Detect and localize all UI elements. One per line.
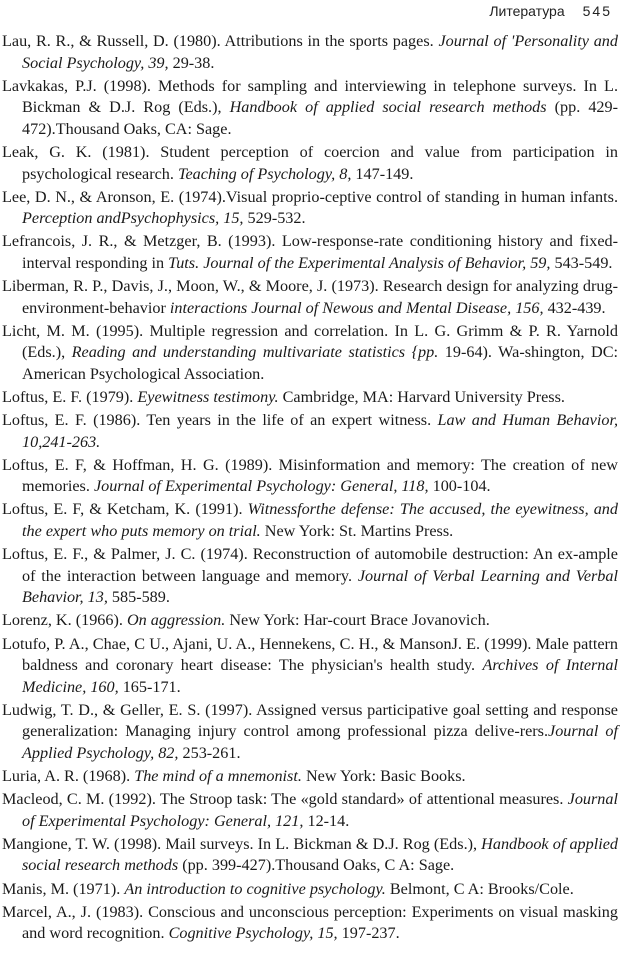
reference-entry: [2, 544, 618, 609]
reference-text-segment: Lau, R. R., & Russell, D. (1980). Attributions in the sports pages.: [2, 32, 439, 50]
reference-italic-segment: The mind of a mnemonist.: [134, 767, 302, 786]
reference-text-segment: Loftus, E. F, & Ketcham, K. (1991).: [2, 500, 248, 519]
reference-entry: [2, 610, 618, 632]
reference-text-segment: Macleod, C. M. (1992). The Stroop task: The «gold standard» of attentional measures.: [2, 790, 568, 809]
reference-text-segment: Mangione, T. W. (1998). Mail surveys. In L. Bickman & D.J. Rog (Eds.),: [2, 834, 482, 853]
reference-entry: [2, 634, 618, 699]
reference-text-segment: Ludwig, T. D., & Geller, E. S. (1997). Assigned versus participative goal setting and response generalization: Managing injury control among professional pizza delive-rers.: [2, 700, 618, 741]
reference-entry: [2, 187, 618, 230]
reference-text-segment: (pp. 399-427).Thousand Oaks, C A: Sage.: [178, 856, 455, 875]
reference-text-segment: Liberman, R. P., Davis, J., Moon, W., & Moore, J. (1973). Research design for analyzing drug-environment-behavior: [2, 277, 618, 317]
reference-italic-segment: Handbook of applied social research methods: [22, 834, 618, 875]
reference-text-segment: Lefrancois, J. R., & Metzger, B. (1993). Low-response-rate conditioning history and fixed-interval responding in: [2, 232, 618, 272]
reference-text-segment: Cambridge, MA: Harvard University Press.: [278, 388, 565, 406]
reference-italic-segment: Journal of 'Personality and Social Psychology, 39,: [22, 32, 618, 72]
reference-text-segment: 29-38.: [168, 53, 215, 72]
reference-italic-segment: Reading and understanding multivariate statistics {pp.: [71, 343, 439, 362]
reference-text-segment: New York: Basic Books.: [301, 767, 466, 786]
reference-italic-segment: Teaching of Psychology, 8,: [177, 164, 352, 183]
reference-text-segment: 432-439.: [543, 298, 606, 317]
reference-italic-segment: Law and Human Behavior, 10,241-263.: [22, 411, 618, 451]
section-title: Литература: [489, 3, 565, 19]
reference-entry: [2, 789, 618, 832]
reference-text-segment: Loftus, E. F. (1986). Ten years in the life of an expert witness.: [2, 411, 438, 430]
reference-italic-segment: Eyewitness testimony.: [137, 388, 279, 406]
reference-text-segment: Luria, A. R. (1968).: [2, 767, 135, 786]
reference-text-segment: Licht, M. M. (1995). Multiple regression and correlation. In L. G. Grimm & P. R. Yarnold (Eds.),: [2, 321, 618, 362]
reference-italic-segment: Journal of Experimental Psychology: General, 118,: [93, 477, 429, 496]
reference-text-segment: 147-149.: [351, 164, 414, 183]
reference-italic-segment: interactions Journal of Newous and Mental Disease, 156,: [169, 298, 544, 317]
reference-italic-segment: An introduction to cognitive psychology.: [124, 879, 386, 898]
reference-text-segment: New York: Har-court Brace Jovanovich.: [225, 611, 490, 630]
reference-text-segment: Lee, D. N., & Aronson, E. (1974).Visual proprio-ceptive control of standing in human infants.: [2, 187, 618, 206]
reference-text-segment: Manis, M. (1971).: [2, 879, 125, 898]
reference-text-segment: Marcel, A., J. (1983). Conscious and unconscious perception: Experiments on visual masking and word recognition.: [2, 902, 618, 943]
reference-text-segment: 100-104.: [428, 477, 491, 496]
reference-text-segment: 585-589.: [107, 588, 170, 607]
reference-entry: [2, 321, 618, 386]
reference-entry: [2, 231, 618, 274]
reference-text-segment: Lotufo, P. A., Chae, C U., Ajani, U. A., Hennekens, C. H., & MansonJ. E. (1999). Male pattern baldness and coronary heart disease: The physician's health study.: [2, 634, 618, 675]
reference-text-segment: New York: St. Martins Press.: [260, 522, 454, 541]
reference-italic-segment: Journal of Experimental Psychology: General, 121,: [22, 790, 618, 830]
reference-italic-segment: Archives of Internal Medicine, 160,: [22, 656, 618, 696]
reference-text-segment: Leak, G. K. (1981). Student perception of coercion and value from participation in psychological research.: [2, 142, 618, 183]
reference-text-segment: Loftus, E. F, & Hoffman, H. G. (1989). Misinformation and memory: The creation of new memories.: [2, 455, 618, 496]
reference-text-segment: 529-532.: [243, 209, 306, 228]
reference-text-segment: Loftus, E. F. (1979).: [2, 388, 138, 406]
reference-entry: [2, 410, 618, 453]
reference-text-segment: 543-549.: [550, 253, 613, 272]
reference-list: [2, 31, 618, 946]
reference-text-segment: Lorenz, K. (1966).: [2, 611, 127, 630]
reference-entry: [2, 902, 618, 945]
reference-text-segment: (pp. 429-472).Thousand Oaks, CA: Sage.: [22, 98, 618, 138]
reference-text-segment: Belmont, C A: Brooks/Cole.: [385, 879, 574, 898]
reference-italic-segment: Witnessforthe defense: The accused, the eyewitness, and the expert who puts memory on trial.: [22, 500, 618, 541]
running-header: [489, 1, 612, 21]
reference-entry: [2, 834, 618, 877]
reference-entry: [2, 499, 618, 542]
reference-italic-segment: Journal of Applied Psychology, 82,: [22, 722, 618, 762]
reference-text-segment: 165-171.: [118, 677, 181, 696]
reference-text-segment: 253-261.: [178, 744, 241, 762]
reference-entry: [2, 76, 618, 141]
reference-text-segment: Lavkakas, P.J. (1998). Methods for sampling and interviewing in telephone surveys. In L. Bickman & D.J. Rog (Eds.),: [2, 76, 618, 117]
reference-entry: [2, 142, 618, 185]
reference-italic-segment: Perception andPsychophysics, 15,: [22, 209, 244, 228]
reference-entry: [2, 276, 618, 319]
reference-text-segment: Loftus, E. F., & Palmer, J. C. (1974). Reconstruction of automobile destruction: An ex-ample of the interaction between language and memory.: [2, 545, 618, 585]
reference-text-segment: 19-64). Wa-shington, DC: American Psychological Association.: [22, 343, 618, 383]
reference-entry: [2, 700, 618, 765]
reference-entry: [2, 766, 618, 788]
reference-text-segment: 197-237.: [337, 924, 400, 943]
reference-entry: [2, 455, 618, 498]
reference-entry: [2, 31, 618, 74]
reference-italic-segment: Cognitive Psychology, 15,: [168, 924, 338, 943]
reference-italic-segment: Tuts. Journal of the Experimental Analysis of Behavior, 59,: [168, 253, 551, 272]
reference-italic-segment: Journal of Verbal Learning and Verbal Behavior, 13,: [22, 566, 618, 607]
page-number: 545: [582, 3, 612, 19]
reference-italic-segment: Handbook of applied social research methods: [229, 98, 547, 117]
reference-text-segment: 12-14.: [303, 811, 350, 830]
reference-entry: [2, 879, 618, 901]
reference-entry: [2, 387, 618, 409]
reference-italic-segment: On aggression.: [126, 611, 226, 630]
